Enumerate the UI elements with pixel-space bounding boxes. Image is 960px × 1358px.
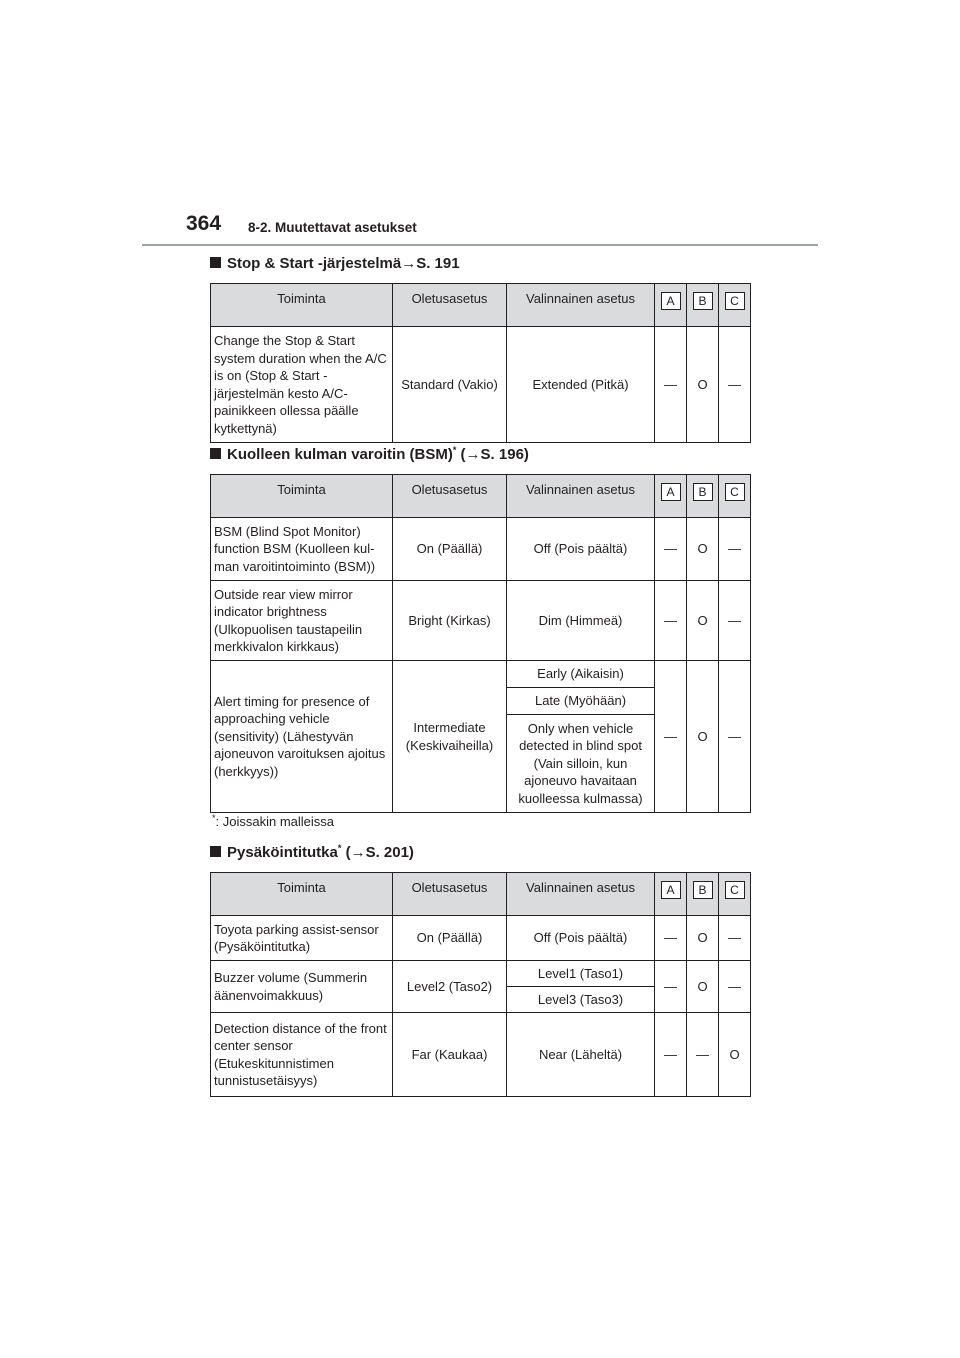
stop-start-table	[210, 283, 751, 443]
heading-ref: S. 196)	[480, 446, 529, 463]
c-cell: —	[719, 661, 751, 813]
b-cell: O	[687, 518, 719, 581]
b-cell: O	[687, 916, 719, 961]
function-cell: Change the Stop & Start system duration when the A/C is on (Stop & Start -järjestelmän kesto A/C-painikkeen ollessa päälle kytkettynä)	[211, 327, 393, 443]
function-cell: Buzzer volume (Summerin äänenvoimakkuus)	[211, 961, 393, 1013]
b-cell: O	[687, 661, 719, 813]
default-cell: Bright (Kirkas)	[393, 581, 507, 661]
col-b-box: B	[693, 292, 713, 310]
default-cell: Standard (Vakio)	[393, 327, 507, 443]
col-function: Toiminta	[211, 284, 393, 327]
col-c	[719, 284, 751, 327]
option-cell: Early (Aikaisin)	[507, 661, 655, 688]
col-a	[655, 284, 687, 327]
b-cell: O	[687, 581, 719, 661]
table-header-row	[211, 475, 751, 518]
col-function: Toiminta	[211, 475, 393, 518]
table-row	[211, 961, 751, 987]
col-c-box: C	[725, 881, 745, 899]
option-cell: Dim (Himmeä)	[507, 581, 655, 661]
table-row	[211, 327, 751, 443]
a-cell: —	[655, 916, 687, 961]
col-a-box: A	[661, 881, 681, 899]
col-b	[687, 284, 719, 327]
footnote-text: : Joissakin malleissa	[215, 814, 335, 829]
col-a	[655, 873, 687, 916]
ref-arrow: →	[350, 844, 366, 861]
function-cell: Detection distance of the front center sensor (Etukeskitunnistimen tunnistusetäisyys)	[211, 1013, 393, 1097]
a-cell: —	[655, 661, 687, 813]
col-default: Oletusasetus	[393, 873, 507, 916]
footnote-mark: *	[212, 813, 216, 823]
c-cell: —	[719, 961, 751, 1013]
col-b-box: B	[693, 483, 713, 501]
option-cell: Level1 (Taso1)	[507, 961, 655, 987]
table-header-row	[211, 284, 751, 327]
col-a-box: A	[661, 292, 681, 310]
bsm-table	[210, 474, 751, 813]
ref-open: (	[345, 844, 351, 861]
a-cell: —	[655, 581, 687, 661]
b-cell: O	[687, 327, 719, 443]
col-optional: Valinnainen asetus	[507, 475, 655, 518]
function-cell: BSM (Blind Spot Monitor) function BSM (Kuolleen kul-man varoitintoiminto (BSM))	[211, 518, 393, 581]
option-cell: Off (Pois päältä)	[507, 916, 655, 961]
c-cell: —	[719, 327, 751, 443]
col-c-box: C	[725, 292, 745, 310]
c-cell: —	[719, 581, 751, 661]
b-cell: O	[687, 961, 719, 1013]
col-a-box: A	[661, 483, 681, 501]
option-cell: Level3 (Taso3)	[507, 987, 655, 1013]
function-cell: Outside rear view mirror indicator brightness (Ulkopuolisen taustapeilin merkkivalon kirkkaus)	[211, 581, 393, 661]
default-cell: On (Päällä)	[393, 916, 507, 961]
col-b	[687, 873, 719, 916]
col-c-box: C	[725, 483, 745, 501]
a-cell: —	[655, 1013, 687, 1097]
table-header-row	[211, 873, 751, 916]
heading-stop-start	[210, 255, 460, 272]
heading-bsm	[210, 446, 529, 463]
heading-title: Stop & Start -järjestelmä	[227, 255, 402, 272]
heading-parking-sensor	[210, 844, 414, 861]
col-optional: Valinnainen asetus	[507, 284, 655, 327]
default-cell: Intermediate (Keskivaiheilla)	[393, 661, 507, 813]
bullet-square-icon	[210, 257, 221, 268]
asterisk-mark: *	[337, 843, 342, 853]
table-row	[211, 581, 751, 661]
option-cell: Late (Myöhään)	[507, 688, 655, 715]
col-default: Oletusasetus	[393, 475, 507, 518]
parking-sensor-table	[210, 872, 751, 1097]
table-row	[211, 916, 751, 961]
option-cell: Extended (Pitkä)	[507, 327, 655, 443]
heading-ref: S. 201)	[365, 844, 414, 861]
col-default: Oletusasetus	[393, 284, 507, 327]
ref-arrow: →	[465, 446, 481, 463]
col-function: Toiminta	[211, 873, 393, 916]
heading-title: Pysäköintitutka	[227, 844, 338, 861]
c-cell: O	[719, 1013, 751, 1097]
ref-arrow: →	[401, 255, 417, 272]
a-cell: —	[655, 327, 687, 443]
col-c	[719, 475, 751, 518]
ref-open: (	[460, 446, 466, 463]
col-a	[655, 475, 687, 518]
option-cell: Near (Läheltä)	[507, 1013, 655, 1097]
function-cell: Alert timing for presence of approaching vehicle (sensitivity) (Lähestyvän ajoneuvon varoituksen ajoitus (herkkyys))	[211, 661, 393, 813]
default-cell: Level2 (Taso2)	[393, 961, 507, 1013]
col-optional: Valinnainen asetus	[507, 873, 655, 916]
default-cell: On (Päällä)	[393, 518, 507, 581]
option-cell: Off (Pois päältä)	[507, 518, 655, 581]
table-row	[211, 661, 751, 688]
b-cell: —	[687, 1013, 719, 1097]
col-b-box: B	[693, 881, 713, 899]
footnote	[212, 814, 334, 829]
col-b	[687, 475, 719, 518]
default-cell: Far (Kaukaa)	[393, 1013, 507, 1097]
option-cell: Only when vehicle detected in blind spot (Vain silloin, kun ajoneuvo havaitaan kuolleessa kulmassa)	[507, 715, 655, 813]
a-cell: —	[655, 961, 687, 1013]
section-title: 8-2. Muutettavat asetukset	[248, 220, 417, 235]
heading-ref: S. 191	[416, 255, 460, 272]
a-cell: —	[655, 518, 687, 581]
asterisk-mark: *	[452, 445, 457, 455]
heading-title: Kuolleen kulman varoitin (BSM)	[227, 446, 453, 463]
bullet-square-icon	[210, 448, 221, 459]
header-rule	[142, 244, 818, 246]
c-cell: —	[719, 518, 751, 581]
bullet-square-icon	[210, 846, 221, 857]
col-c	[719, 873, 751, 916]
table-row	[211, 518, 751, 581]
page-number: 364	[186, 212, 222, 235]
table-row	[211, 1013, 751, 1097]
function-cell: Toyota parking assist-sensor (Pysäköintitutka)	[211, 916, 393, 961]
c-cell: —	[719, 916, 751, 961]
